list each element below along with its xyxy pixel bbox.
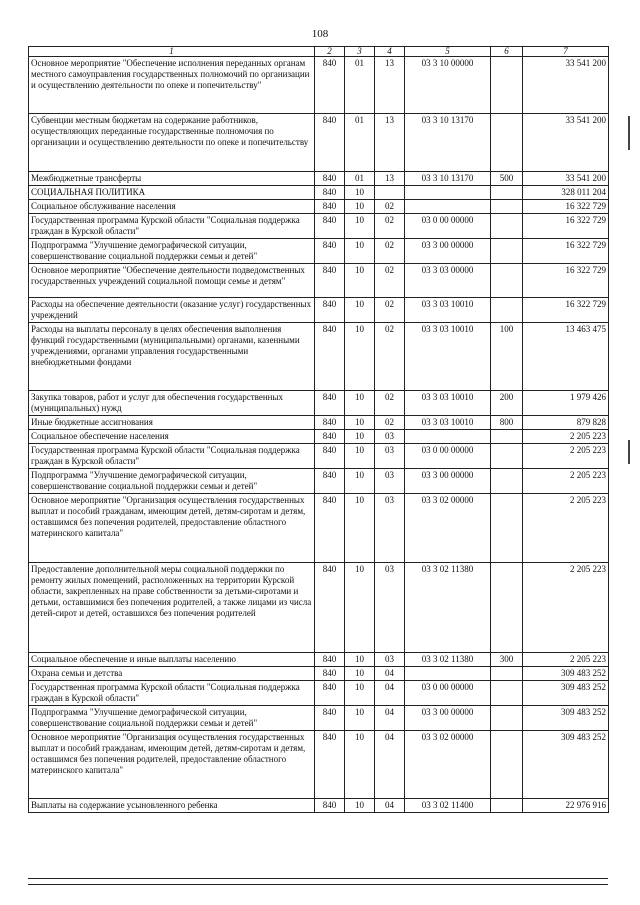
- cell-subsection: 02: [375, 323, 405, 391]
- scan-edge-mark: [628, 116, 630, 150]
- cell-grbs: 840: [315, 667, 345, 681]
- cell-name: Выплаты на содержание усыновленного ребенка: [29, 799, 315, 813]
- cell-grbs: 840: [315, 444, 345, 469]
- table-row: [29, 323, 609, 391]
- table-row: [29, 186, 609, 200]
- cell-subsection: 13: [375, 114, 405, 172]
- cell-grbs: 840: [315, 563, 345, 653]
- cell-amount: 309 483 252: [523, 731, 609, 799]
- cell-target-article: 03 3 03 10010: [405, 323, 491, 391]
- cell-expense-type: [491, 264, 523, 298]
- cell-name: Основное мероприятие "Обеспечение деятельности подведомственных государственных учреждений социальной помощи семье и детям": [29, 264, 315, 298]
- table-row: [29, 494, 609, 563]
- table-row: [29, 706, 609, 731]
- cell-target-article: [405, 186, 491, 200]
- cell-subsection: 03: [375, 494, 405, 563]
- cell-amount: 13 463 475: [523, 323, 609, 391]
- cell-target-article: 03 0 00 00000: [405, 214, 491, 239]
- cell-expense-type: [491, 239, 523, 264]
- cell-grbs: 840: [315, 681, 345, 706]
- cell-subsection: 13: [375, 172, 405, 186]
- cell-grbs: 840: [315, 114, 345, 172]
- table-row: [29, 172, 609, 186]
- cell-amount: 2 205 223: [523, 653, 609, 667]
- cell-section: 10: [345, 667, 375, 681]
- cell-name: Расходы на обеспечение деятельности (оказание услуг) государственных учреждений: [29, 298, 315, 323]
- table-row: [29, 416, 609, 430]
- cell-section: 10: [345, 186, 375, 200]
- cell-target-article: 03 3 02 11380: [405, 653, 491, 667]
- cell-name: Закупка товаров, работ и услуг для обеспечения государственных (муниципальных) нужд: [29, 391, 315, 416]
- cell-grbs: 840: [315, 799, 345, 813]
- cell-grbs: 840: [315, 214, 345, 239]
- scan-edge-mark: [628, 440, 630, 464]
- cell-section: 10: [345, 430, 375, 444]
- cell-subsection: 02: [375, 298, 405, 323]
- cell-amount: 16 322 729: [523, 239, 609, 264]
- cell-expense-type: [491, 799, 523, 813]
- cell-grbs: 840: [315, 494, 345, 563]
- cell-section: 10: [345, 731, 375, 799]
- cell-amount: 879 828: [523, 416, 609, 430]
- cell-section: 10: [345, 298, 375, 323]
- cell-section: 10: [345, 323, 375, 391]
- table-header-row: [29, 47, 609, 57]
- cell-grbs: 840: [315, 391, 345, 416]
- cell-target-article: 03 0 00 00000: [405, 444, 491, 469]
- cell-expense-type: [491, 298, 523, 323]
- bottom-rule: [28, 884, 608, 885]
- cell-section: 10: [345, 391, 375, 416]
- table-row: [29, 298, 609, 323]
- cell-amount: 33 541 200: [523, 114, 609, 172]
- cell-subsection: 03: [375, 563, 405, 653]
- cell-subsection: 04: [375, 667, 405, 681]
- column-header: 4: [375, 47, 405, 57]
- table-row: [29, 239, 609, 264]
- cell-target-article: 03 3 03 10010: [405, 416, 491, 430]
- cell-subsection: 02: [375, 264, 405, 298]
- cell-expense-type: [491, 667, 523, 681]
- cell-target-article: 03 3 02 11380: [405, 563, 491, 653]
- cell-subsection: 13: [375, 57, 405, 114]
- cell-section: 10: [345, 563, 375, 653]
- cell-expense-type: 500: [491, 172, 523, 186]
- cell-grbs: 840: [315, 186, 345, 200]
- cell-name: СОЦИАЛЬНАЯ ПОЛИТИКА: [29, 186, 315, 200]
- cell-expense-type: [491, 200, 523, 214]
- cell-amount: 16 322 729: [523, 298, 609, 323]
- cell-name: Социальное обеспечение населения: [29, 430, 315, 444]
- cell-expense-type: [491, 114, 523, 172]
- cell-grbs: 840: [315, 57, 345, 114]
- cell-subsection: 04: [375, 681, 405, 706]
- cell-subsection: 04: [375, 731, 405, 799]
- cell-subsection: 03: [375, 653, 405, 667]
- cell-section: 10: [345, 494, 375, 563]
- cell-subsection: 02: [375, 416, 405, 430]
- cell-section: 10: [345, 214, 375, 239]
- cell-name: Охрана семьи и детства: [29, 667, 315, 681]
- cell-subsection: 02: [375, 391, 405, 416]
- table-row: [29, 57, 609, 114]
- cell-target-article: 03 3 02 00000: [405, 731, 491, 799]
- cell-grbs: 840: [315, 172, 345, 186]
- table-row: [29, 469, 609, 494]
- cell-expense-type: 100: [491, 323, 523, 391]
- cell-name: Государственная программа Курской области "Социальная поддержка граждан в Курской области": [29, 681, 315, 706]
- cell-name: Основное мероприятие "Организация осуществления государственных выплат и пособий гражданам, имеющим детей, детям-сиротам и детям, оставшимся без попечения родителей, предоставление областного материнского капитала": [29, 494, 315, 563]
- cell-name: Основное мероприятие "Обеспечение исполнения переданных органам местного самоуправления государственных полномочий по организации и осуществлению деятельности по опеке и попечительству": [29, 57, 315, 114]
- cell-grbs: 840: [315, 469, 345, 494]
- cell-section: 10: [345, 653, 375, 667]
- cell-section: 10: [345, 469, 375, 494]
- table-row: [29, 430, 609, 444]
- table-row: [29, 214, 609, 239]
- column-header: 6: [491, 47, 523, 57]
- table-row: [29, 681, 609, 706]
- cell-subsection: 02: [375, 200, 405, 214]
- cell-subsection: 02: [375, 214, 405, 239]
- cell-grbs: 840: [315, 264, 345, 298]
- table-row: [29, 264, 609, 298]
- cell-target-article: 03 3 00 00000: [405, 706, 491, 731]
- cell-amount: 33 541 200: [523, 57, 609, 114]
- cell-section: 10: [345, 444, 375, 469]
- cell-section: 01: [345, 57, 375, 114]
- cell-target-article: 03 3 00 00000: [405, 239, 491, 264]
- cell-grbs: 840: [315, 731, 345, 799]
- cell-target-article: 03 0 00 00000: [405, 681, 491, 706]
- cell-expense-type: [491, 563, 523, 653]
- cell-amount: 1 979 426: [523, 391, 609, 416]
- cell-grbs: 840: [315, 653, 345, 667]
- cell-name: Государственная программа Курской области "Социальная поддержка граждан в Курской области": [29, 214, 315, 239]
- cell-amount: 16 322 729: [523, 264, 609, 298]
- cell-name: Расходы на выплаты персоналу в целях обеспечения выполнения функций государственными (муниципальными) органами, казенными учреждениями, органами управления государственными внебюджетными фондами: [29, 323, 315, 391]
- cell-name: Подпрограмма "Улучшение демографической ситуации, совершенствование социальной поддержки семьи и детей": [29, 239, 315, 264]
- cell-target-article: 03 3 10 13170: [405, 172, 491, 186]
- cell-expense-type: [491, 494, 523, 563]
- cell-expense-type: [491, 681, 523, 706]
- cell-subsection: 03: [375, 444, 405, 469]
- table-row: [29, 799, 609, 813]
- cell-section: 01: [345, 172, 375, 186]
- cell-target-article: 03 3 10 00000: [405, 57, 491, 114]
- column-header: 3: [345, 47, 375, 57]
- cell-target-article: 03 3 03 00000: [405, 264, 491, 298]
- cell-expense-type: [491, 469, 523, 494]
- cell-expense-type: [491, 186, 523, 200]
- cell-amount: 33 541 200: [523, 172, 609, 186]
- budget-table: [28, 46, 609, 813]
- table-row: [29, 444, 609, 469]
- cell-subsection: 04: [375, 706, 405, 731]
- cell-grbs: 840: [315, 706, 345, 731]
- cell-subsection: 02: [375, 239, 405, 264]
- cell-expense-type: 800: [491, 416, 523, 430]
- table-row: [29, 563, 609, 653]
- cell-section: 01: [345, 114, 375, 172]
- cell-section: 10: [345, 681, 375, 706]
- cell-grbs: 840: [315, 239, 345, 264]
- cell-grbs: 840: [315, 200, 345, 214]
- cell-amount: 2 205 223: [523, 430, 609, 444]
- cell-target-article: [405, 200, 491, 214]
- cell-target-article: 03 3 10 13170: [405, 114, 491, 172]
- cell-target-article: 03 3 02 00000: [405, 494, 491, 563]
- table-body: [29, 57, 609, 813]
- cell-amount: 16 322 729: [523, 214, 609, 239]
- cell-expense-type: [491, 706, 523, 731]
- cell-name: Социальное обеспечение и иные выплаты населению: [29, 653, 315, 667]
- cell-amount: 2 205 223: [523, 469, 609, 494]
- column-header: 1: [29, 47, 315, 57]
- cell-name: Подпрограмма "Улучшение демографической ситуации, совершенствование социальной поддержки семьи и детей": [29, 469, 315, 494]
- cell-subsection: 04: [375, 799, 405, 813]
- cell-amount: 2 205 223: [523, 563, 609, 653]
- cell-expense-type: [491, 444, 523, 469]
- cell-amount: 309 483 252: [523, 667, 609, 681]
- cell-grbs: 840: [315, 323, 345, 391]
- table-row: [29, 731, 609, 799]
- table-row: [29, 653, 609, 667]
- cell-name: Государственная программа Курской области "Социальная поддержка граждан в Курской области": [29, 444, 315, 469]
- cell-amount: 16 322 729: [523, 200, 609, 214]
- cell-target-article: [405, 667, 491, 681]
- cell-section: 10: [345, 200, 375, 214]
- cell-grbs: 840: [315, 298, 345, 323]
- cell-expense-type: 200: [491, 391, 523, 416]
- cell-name: Основное мероприятие "Организация осуществления государственных выплат и пособий гражданам, имеющим детей, детям-сиротам и детям, оставшимся без попечения родителей, предоставление областного материнского капитала": [29, 731, 315, 799]
- cell-grbs: 840: [315, 416, 345, 430]
- cell-amount: 2 205 223: [523, 444, 609, 469]
- cell-subsection: 03: [375, 469, 405, 494]
- cell-amount: 328 011 204: [523, 186, 609, 200]
- cell-amount: 309 483 252: [523, 681, 609, 706]
- cell-section: 10: [345, 239, 375, 264]
- cell-name: Субвенции местным бюджетам на содержание работников, осуществляющих переданные государственные полномочия по организации и осуществлению деятельности по опеке и попечительству: [29, 114, 315, 172]
- column-header: 7: [523, 47, 609, 57]
- cell-expense-type: [491, 430, 523, 444]
- cell-target-article: 03 3 03 10010: [405, 298, 491, 323]
- cell-target-article: [405, 430, 491, 444]
- cell-section: 10: [345, 706, 375, 731]
- table-row: [29, 667, 609, 681]
- page-number: 108: [311, 28, 329, 40]
- cell-expense-type: [491, 57, 523, 114]
- cell-amount: 309 483 252: [523, 706, 609, 731]
- cell-name: Межбюджетные трансферты: [29, 172, 315, 186]
- cell-expense-type: [491, 731, 523, 799]
- column-header: 2: [315, 47, 345, 57]
- cell-section: 10: [345, 416, 375, 430]
- cell-target-article: 03 3 00 00000: [405, 469, 491, 494]
- cell-amount: 2 205 223: [523, 494, 609, 563]
- bottom-rule: [28, 878, 608, 879]
- cell-section: 10: [345, 264, 375, 298]
- column-header: 5: [405, 47, 491, 57]
- table-row: [29, 391, 609, 416]
- cell-target-article: 03 3 03 10010: [405, 391, 491, 416]
- cell-grbs: 840: [315, 430, 345, 444]
- cell-subsection: 03: [375, 430, 405, 444]
- cell-target-article: 03 3 02 11400: [405, 799, 491, 813]
- cell-name: Подпрограмма "Улучшение демографической ситуации, совершенствование социальной поддержки семьи и детей": [29, 706, 315, 731]
- cell-subsection: [375, 186, 405, 200]
- cell-amount: 22 976 916: [523, 799, 609, 813]
- cell-name: Иные бюджетные ассигнования: [29, 416, 315, 430]
- cell-expense-type: [491, 214, 523, 239]
- cell-name: Предоставление дополнительной меры социальной поддержки по ремонту жилых помещений, расположенных на территории Курской области, закрепленных на праве собственности за детьми-сиротами и детьми, оставшимися без попечения родителей, а также лицами из числа детей-сирот и детей, оставшихся без попечения родителей: [29, 563, 315, 653]
- cell-expense-type: 300: [491, 653, 523, 667]
- cell-section: 10: [345, 799, 375, 813]
- cell-name: Социальное обслуживание населения: [29, 200, 315, 214]
- table-row: [29, 114, 609, 172]
- table-row: [29, 200, 609, 214]
